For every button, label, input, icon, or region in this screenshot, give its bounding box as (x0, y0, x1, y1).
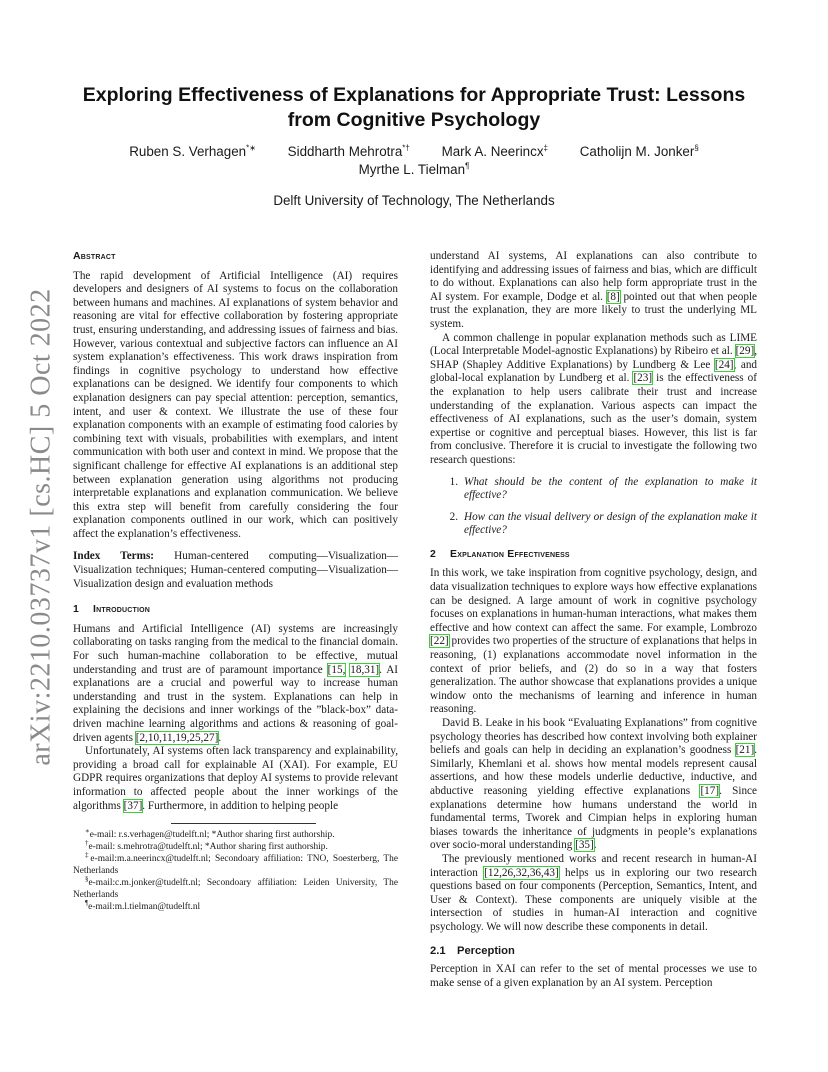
section-1-heading: 1 Introduction (73, 603, 151, 616)
paragraph: A common challenge in popular explanation methods such as LIME (Local Interpretable Model-agnostic Explanations) by Ribeiro et al. [29], SHAP (Shapley Additive Explanations) by Lundberg & Lee [24], and global-local explanation by Lundberg et al. [23] is the effectiveness of the explanation to help users calibrate their trust and increase understanding of the explanation. Various aspects can impact the effectiveness of AI explanations, such as the user’s domain, system expertise or cognitive and perceptual biases. However, this list is far from conclusive. Therefore it is crucial to investigate the following two research questions: (430, 331, 758, 466)
citation-link[interactable]: [17] (700, 784, 720, 797)
citation-link[interactable]: [12,26,32,36,43] (484, 866, 559, 879)
subsection-2-1-heading: 2.1 Perception (430, 944, 515, 957)
footnote: †e-mail: s.mehrotra@tudelft.nl; *Author sharing first authorship. (85, 839, 328, 853)
paragraph: understand AI systems, AI explanations can also contribute to identifying and addressing issues of fairness and bias, which are difficult to do without. Explanations can also help form appropriate trust in the AI system. For example, Dodge et al. [8] pointed out that when people trust the explanation, they are more likely to trust the underlying ML system. (430, 250, 757, 330)
citation-link[interactable]: [22] (430, 635, 449, 648)
footnote: ¶e-mail:m.l.tielman@tudelft.nl (85, 899, 201, 913)
author: Siddharth Mehrotra*† (287, 143, 410, 159)
affiliation: Delft University of Technology, The Netherlands (273, 193, 555, 208)
author: Catholijn M. Jonker§ (579, 143, 699, 159)
index-terms: Index Terms: Human-centered computing—Visualization—Visualization techniques; Human-centered computing—Visualization—Visualization design and evaluation methods (73, 550, 398, 590)
list-item: 1. What should be the content of the explanation to make it effective? (449, 475, 757, 502)
citation-link[interactable]: 18,31] (350, 663, 380, 676)
author: Myrthe L. Tielman¶ (358, 161, 470, 177)
right-column (430, 250, 757, 990)
author-list (70, 143, 758, 179)
paragraph: In this work, we take inspiration from cognitive psychology, design, and data visualization techniques to explore ways how effective explanations can be designed. A large amount of work in cognitive psychology focuses on explanations in human-human interactions, what makes them effective and how context can affect the same. For example, Lombrozo [22] provides two properties of the structure of explanations that helps in reasoning, (1) explanations accommodate novel information in the context of prior beliefs, and (2) do so in a way that fosters generalization. The author showcase that explanations provides a unique window onto the mechanisms of learning and inference in human reasoning. (430, 567, 757, 716)
citation-link[interactable]: [37] (123, 799, 143, 812)
abstract-text: The rapid development of Artificial Intelligence (AI) requires developers and designers of AI systems to focus on the collaboration between humans and machines. AI explanations of system behavior and reasoning are vital for effective collaboration by fostering appropriate trust, ensuring understanding, and addressing issues of fairness and bias. However, various contextual and subjective factors can influence an AI system explanation’s effectiveness. This work draws inspiration from findings in cognitive psychology to understand how effective explanations can be designed. We identify four components to which explanation designers can pay special attention: perception, semantics, intent, and user & context. We illustrate the use of these four explanation components with an example of estimating food calories by combining text with visuals, probabilities with exemplars, and intent communication with both user and context in mind. We propose that the significant challenge for effective AI explanations is an additional step between explanation generation using algorithms not producing interpretable explanations and explanation communication. We believe this extra step will benefit from carefully considering the four explanation components outlined in our work, which can positively affect the explanation’s effectiveness. (73, 269, 398, 540)
paragraph: The previously mentioned works and recent research in human-AI interaction [12,26,32,36,43] helps us in exploring our two research questions based on four components (Perception, Semantics, Intent, and User & Context). These components are uniquely visible at the intersection of studies in human-AI interaction and cognitive psychology. We will now describe these components in detail. (430, 852, 757, 933)
research-questions (430, 476, 757, 538)
paragraph: David B. Leake in his book “Evaluating Explanations” from cognitive psychology theories has described how context involving both explainer beliefs and goals can help in deciding an explanation’s goodness [21]. Similarly, Khemlani et al. shows how mental models represent causal assertions, and how these models underlie deductive, inductive, and abductive reasoning yielding effective explanations [17]. Since explanations determine how humans understand the world in fundamental terms, Tworek and Cimpian helps in exploring human biases towards the inheritance of judgments in people’s explanations over socio-moral understanding [35]. (430, 717, 757, 852)
citation-link[interactable]: [8] (606, 290, 620, 303)
paragraph: Perception in XAI can refer to the set of mental processes we use to make sense of a given explanation by an AI system. Perception (430, 963, 757, 989)
list-item: 2. How can the visual delivery or design of the explanation make it effective? (449, 510, 757, 537)
citation-link[interactable]: [29] (735, 345, 755, 358)
footnote: §e-mail:c.m.jonker@tudelft.nl; Secondoary affiliation: Leiden University, The Netherlands (73, 875, 398, 901)
intro-paragraph-1: Humans and Artificial Intelligence (AI) systems are increasingly collaborating on tasks ranging from the medical to the financial domain. For such human-machine collaboration to be effective, mutual understanding and trust are of paramount importance [15, 18,31]. AI explanations are a crucial and powerful way to increase human understanding and trust in the system. Explanations can help in explaining the decisions and inner workings of the ”black-box” data-driven machine learning algorithms and actions & reasoning of goal-driven agents [2,10,11,19,25,27]. (73, 622, 399, 744)
section-2-heading: 2 Explanation Effectiveness (430, 547, 570, 560)
abstract-heading: Abstract (73, 250, 116, 262)
left-column (73, 250, 398, 913)
author: Mark A. Neerincx‡ (441, 143, 548, 159)
paper-title: Exploring Effectiveness of Explanations for Appropriate Trust: Lessons from Cognitive Psychology (82, 84, 746, 131)
citation-link[interactable]: [15, (327, 663, 346, 676)
citation-link[interactable]: [2,10,11,19,25,27] (135, 731, 219, 744)
citation-link[interactable]: [24] (714, 358, 734, 371)
citation-link[interactable]: [23] (633, 372, 653, 385)
citation-link[interactable]: [21] (735, 744, 755, 757)
footnote: ‡e-mail:m.a.neerincx@tudelft.nl; Secondoary affiliation: TNO, Soesterberg, The Netherlands (73, 851, 398, 877)
arxiv-stamp: arXiv:2210.03737v1 [cs.HC] 5 Oct 2022 (26, 288, 58, 766)
citation-link[interactable]: [35] (575, 839, 594, 852)
author: Ruben S. Verhagen*∗ (129, 143, 256, 159)
intro-paragraph-2: Unfortunately, AI systems often lack transparency and explainability, providing a broad call for explainable AI (XAI). For example, EU GDPR requires organizations that deploy AI systems to provide relevant information to affected people about the inner workings of the algorithms [37]. Furthermore, in addition to helping people (73, 745, 398, 812)
footnote-rule (171, 823, 316, 824)
footnote: ∗e-mail: r.s.verhagen@tudelft.nl; *Author sharing first authorship. (85, 827, 335, 841)
